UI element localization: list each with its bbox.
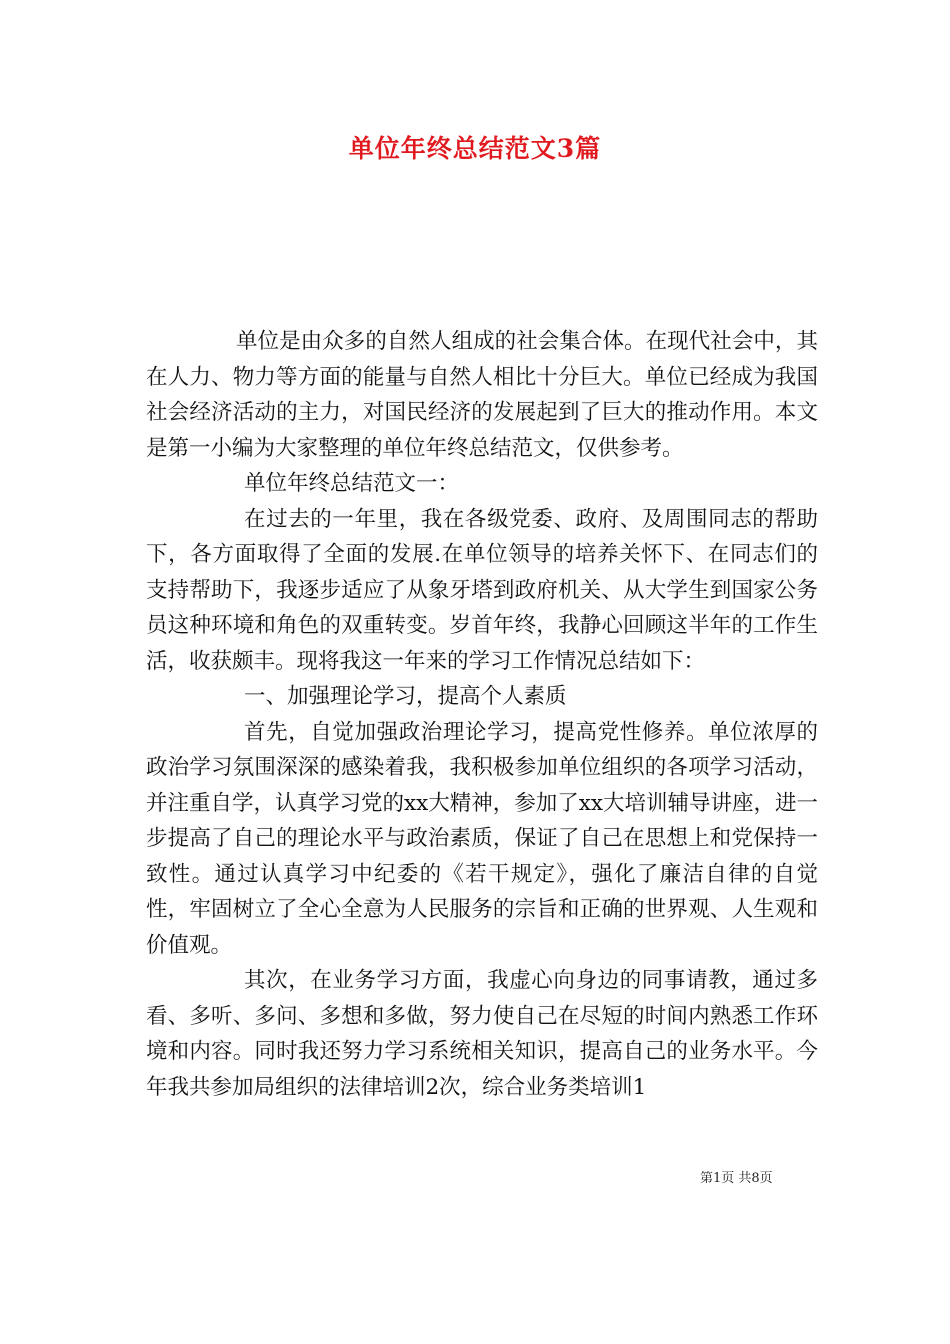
page-number-footer: 第1页 共8页 <box>700 1171 773 1186</box>
document-body <box>146 324 818 1105</box>
paragraph-overview: 在过去的一年里，我在各级党委、政府、及周围同志的帮助下，各方面取得了全面的发展.在单位领导的培养关怀下、在同志们的支持帮助下，我逐步适应了从象牙塔到政府机关、从大学生到国家公务员这种环境和角色的双重转变。岁首年终，我静心回顾这半年的工作生活，收获颇丰。现将我这一年来的学习工作情况总结如下： <box>146 506 818 674</box>
section-heading-sample-one: 单位年终总结范文一： <box>244 471 460 496</box>
intro-paragraph: 单位是由众多的自然人组成的社会集合体。在现代社会中，其在人力、物力等方面的能量与自然人相比十分巨大。单位已经成为我国社会经济活动的主力，对国民经济的发展起到了巨大的推动作用。本文是第一小编为大家整理的单位年终总结范文，仅供参考。 <box>146 329 818 461</box>
document-title: 单位年终总结范文3篇 <box>348 134 602 163</box>
section-heading-theory-study: 一、加强理论学习，提高个人素质 <box>244 684 567 709</box>
paragraph-business-study: 其次，在业务学习方面，我虚心向身边的同事请教，通过多看、多听、多问、多想和多做，努力使自己在尽短的时间内熟悉工作环境和内容。同时我还努力学习系统相关知识，提高自己的业务水平。今年我共参加局组织的法律培训2次，综合业务类培训1 <box>146 968 818 1100</box>
paragraph-political-study: 首先，自觉加强政治理论学习，提高党性修养。单位浓厚的政治学习氛围深深的感染着我，我积极参加单位组织的各项学习活动，并注重自学，认真学习党的xx大精神，参加了xx大培训辅导讲座，进一步提高了自己的理论水平与政治素质，保证了自己在思想上和党保持一致性。通过认真学习中纪委的《若干规定》，强化了廉洁自律的自觉性，牢固树立了全心全意为人民服务的宗旨和正确的世界观、人生观和价值观。 <box>146 719 819 958</box>
